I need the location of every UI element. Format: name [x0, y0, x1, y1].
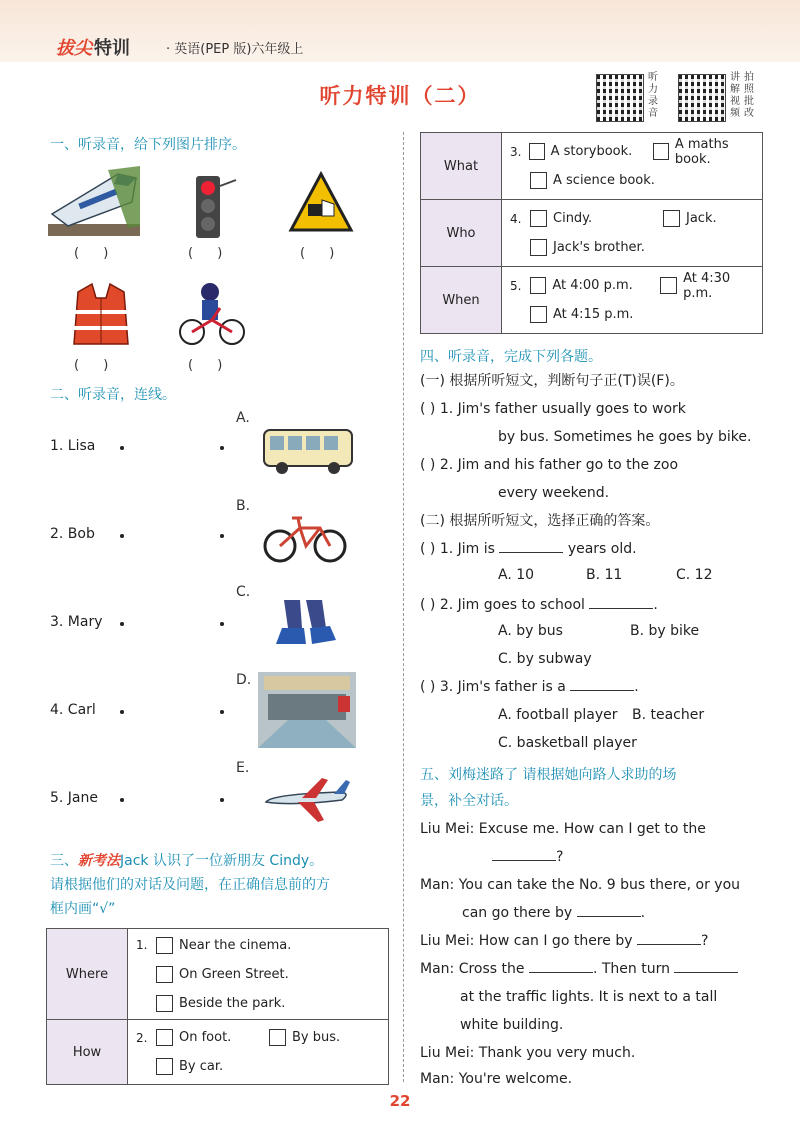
section3-instr-2: 框内画“√” [50, 901, 116, 917]
checkbox[interactable] [663, 210, 680, 227]
order-paren[interactable]: ( ) [188, 358, 233, 373]
dialogue-line-6: Man: You're welcome. [420, 1071, 573, 1087]
bicycle-icon [262, 508, 348, 564]
dialogue-line-3: Liu Mei: How can I go there by ? [420, 933, 709, 949]
info-table-left: Where 1. Near the cinema. On Green Street. Beside the park. How 2. On foot. By bus. By car. [46, 928, 389, 1085]
answer-blank[interactable] [674, 972, 738, 973]
dialogue-line-4-cont: at the traffic lights. It is next to a tall [460, 989, 718, 1005]
match-letter: C. [236, 584, 251, 600]
mc-option: B. teacher [632, 707, 705, 723]
order-paren[interactable]: ( ) [300, 246, 345, 261]
bus-icon [262, 424, 356, 476]
qr-label-listen: 听力录音 [648, 72, 658, 119]
tf-question-1: ( ) 1. Jim's father usually goes to work [420, 401, 686, 417]
qr-label-video: 讲解视频 [730, 72, 740, 119]
dialogue-line-1: Liu Mei: Excuse me. How can I get to the [420, 821, 706, 837]
match-dot[interactable] [120, 710, 124, 714]
subject-label: · 英语(PEP 版)六年级上 [166, 42, 304, 57]
match-dot[interactable] [120, 622, 124, 626]
match-letter: B. [236, 498, 251, 514]
checkbox[interactable] [156, 1029, 173, 1046]
page-number: 22 [389, 1092, 411, 1110]
subway-station-icon [258, 672, 356, 748]
qr-code-icon[interactable] [596, 74, 644, 122]
match-dot[interactable] [220, 446, 224, 450]
checkbox[interactable] [156, 937, 173, 954]
checkbox[interactable] [530, 277, 547, 294]
dialogue-line-2: Man: You can take the No. 9 bus there, or you [420, 877, 741, 893]
section2-title: 二、听录音，连线。 [50, 387, 176, 403]
section4-title: 四、听录音，完成下列各题。 [420, 349, 602, 365]
checkbox[interactable] [660, 277, 677, 294]
checkbox[interactable] [653, 143, 669, 160]
mc-option: C. basketball player [498, 735, 637, 751]
tf-question-2-cont: every weekend. [498, 485, 610, 501]
airplane-icon [262, 772, 352, 828]
mc-option: A. football player [498, 707, 618, 723]
checkbox[interactable] [530, 210, 547, 227]
page-title: 听力特训（二） [319, 84, 481, 108]
checkbox[interactable] [530, 239, 547, 256]
match-dot[interactable] [120, 534, 124, 538]
section3-title: 三、新考法Jack 认识了一位新朋友 Cindy。 [50, 853, 324, 869]
column-divider [403, 132, 405, 1082]
answer-blank[interactable] [499, 552, 563, 553]
match-letter: D. [236, 672, 252, 688]
qr-label-grade: 拍照批改 [744, 72, 754, 119]
match-name: 4. Carl [50, 702, 96, 718]
match-name: 3. Mary [50, 614, 103, 630]
mc-question-2: ( ) 2. Jim goes to school . [420, 597, 658, 613]
row-label: Where [47, 929, 128, 1020]
qr-code-icon[interactable] [678, 74, 726, 122]
order-paren[interactable]: ( ) [74, 246, 119, 261]
match-dot[interactable] [120, 798, 124, 802]
match-letter: A. [236, 410, 250, 426]
mc-option: A. 10 [498, 567, 535, 583]
order-paren[interactable]: ( ) [74, 358, 119, 373]
match-letter: E. [236, 760, 250, 776]
tf-question-2: ( ) 2. Jim and his father go to the zoo [420, 457, 679, 473]
mc-option: A. by bus [498, 623, 563, 639]
checkbox[interactable] [530, 172, 547, 189]
checkbox[interactable] [530, 306, 547, 323]
order-paren[interactable]: ( ) [188, 246, 233, 261]
dialogue-line-1-cont: ? [492, 848, 563, 866]
checkbox[interactable] [156, 995, 173, 1012]
answer-blank[interactable] [529, 972, 593, 973]
traffic-light-icon [178, 172, 238, 240]
match-name: 5. Jane [50, 790, 99, 806]
boy-cycling-icon [176, 280, 248, 350]
match-dot[interactable] [220, 534, 224, 538]
answer-blank[interactable] [570, 690, 634, 691]
checkbox[interactable] [156, 966, 173, 983]
checkbox[interactable] [156, 1058, 173, 1075]
mc-option: B. 11 [586, 567, 623, 583]
mc-option: C. by subway [498, 651, 592, 667]
train-icon [48, 166, 140, 242]
dialogue-line-4-cont2: white building. [460, 1017, 564, 1033]
checkbox[interactable] [269, 1029, 286, 1046]
dialogue-line-4: Man: Cross the . Then turn [420, 960, 738, 978]
mc-question-1: ( ) 1. Jim is years old. [420, 541, 637, 557]
match-dot[interactable] [220, 710, 224, 714]
match-name: 1. Lisa [50, 438, 96, 454]
dialogue-line-2-cont: can go there by . [462, 905, 646, 921]
checkbox[interactable] [529, 143, 545, 160]
section5-title-2: 景，补全对话。 [420, 793, 518, 809]
dialogue-line-5: Liu Mei: Thank you very much. [420, 1045, 636, 1061]
answer-blank[interactable] [492, 860, 556, 861]
tf-question-1-cont: by bus. Sometimes he goes by bike. [498, 429, 752, 445]
row-label: What [421, 133, 502, 200]
match-name: 2. Bob [50, 526, 95, 542]
row-label: When [421, 267, 502, 334]
warning-sign-icon [288, 170, 354, 236]
mc-question-3: ( ) 3. Jim's father is a . [420, 679, 639, 695]
part2-title: (二) 根据所听短文，选择正确的答案。 [420, 513, 660, 529]
section5-title: 五、刘梅迷路了 请根据她向路人求助的场 [420, 767, 677, 783]
info-table-right: What 3. A storybook. A maths book. A science book. Who 4. Cindy. Jack. Jack's brother. When 5. At 4:00 p.m. At 4:30 p.m. At 4:15 p.m. [420, 132, 763, 334]
match-dot[interactable] [220, 622, 224, 626]
row-label: Who [421, 200, 502, 267]
life-jacket-icon [70, 280, 132, 350]
answer-blank[interactable] [577, 916, 641, 917]
match-dot[interactable] [120, 446, 124, 450]
match-dot[interactable] [220, 798, 224, 802]
walking-feet-icon [270, 598, 340, 654]
answer-blank[interactable] [637, 944, 701, 945]
part1-title: (一) 根据所听短文，判断句子正(T)误(F)。 [420, 373, 684, 389]
section3-instr: 请根据他们的对话及问题，在正确信息前的方 [50, 877, 330, 893]
mc-option: B. by bike [630, 623, 700, 639]
answer-blank[interactable] [589, 608, 653, 609]
mc-option: C. 12 [676, 567, 713, 583]
brand-logo: 拔尖 特训 [56, 38, 130, 59]
section1-title: 一、听录音，给下列图片排序。 [50, 137, 246, 153]
row-label: How [47, 1020, 128, 1085]
